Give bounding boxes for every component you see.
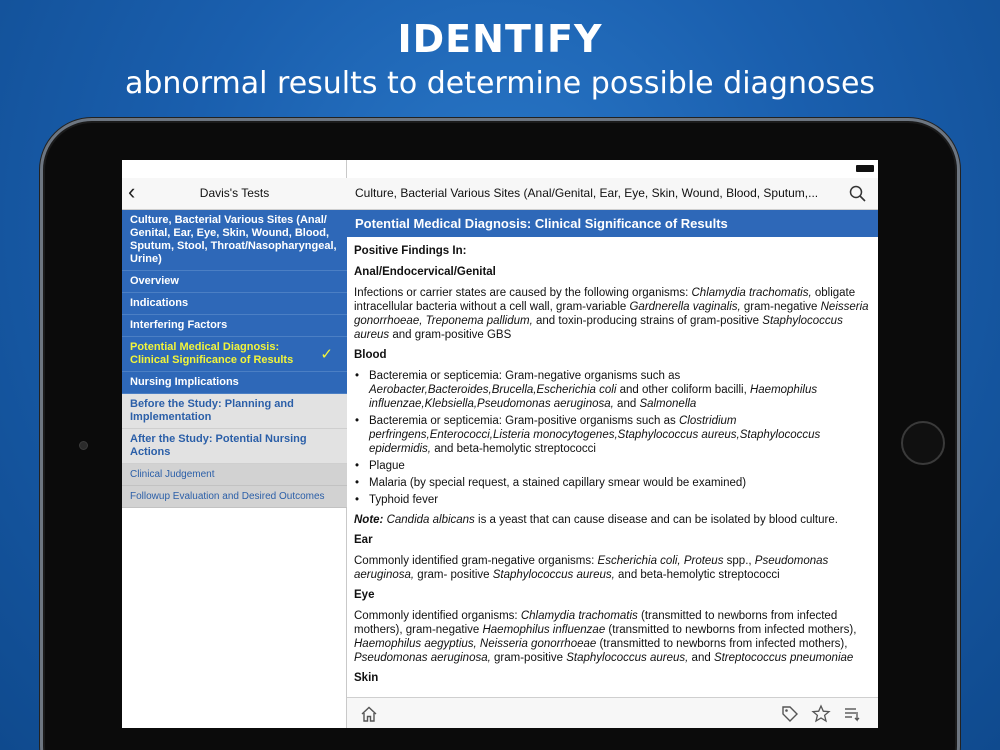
detail-title: Culture, Bacterial Various Sites (Anal/Genital, Ear, Eye, Skin, Wound, Blood, Sputum,... <box>355 186 819 200</box>
note-paragraph: Note: Candida albicans is a yeast that can cause disease and can be isolated by blood culture. <box>354 514 838 526</box>
front-camera <box>79 441 88 450</box>
headline-subtitle: abnormal results to determine possible diagnoses <box>124 66 876 101</box>
detail-nav-bar <box>347 178 878 210</box>
menu-item-indications[interactable]: Indications <box>122 293 347 315</box>
app-screen <box>122 160 878 728</box>
promo-headline <box>0 18 1000 104</box>
master-nav-bar <box>122 178 347 210</box>
list-item: • Malaria (by special request, a stained capillary smear would be examined) <box>354 476 870 490</box>
search-icon[interactable] <box>848 184 868 204</box>
menu-item-potential-medical-diagnosis[interactable] <box>122 337 347 372</box>
anal-paragraph: Infections or carrier states are caused by the following organisms: Chlamydia trachomatis, obligate intracellular bacteria without a cell wall, gram-variable Gardnerella vaginalis, gram-negative Neisseria gonorrhoeae, Treponema pallidum, and toxin-producing strains of gram-positive Staphylococcus aureus and gram-positive GBS <box>354 287 869 341</box>
eye-heading: Eye <box>354 589 375 601</box>
list-icon[interactable] <box>842 704 862 724</box>
blood-heading: Blood <box>354 349 387 361</box>
blood-list <box>354 369 870 507</box>
tag-icon[interactable] <box>780 704 800 724</box>
detail-content <box>347 237 878 697</box>
section-menu <box>122 210 347 508</box>
anal-heading: Anal/Endocervical/Genital <box>354 266 496 278</box>
bottom-toolbar <box>347 697 878 728</box>
menu-item-test-title[interactable]: Culture, Bacterial Various Sites (Anal/ Genital, Ear, Eye, Skin, Wound, Blood, Sputum, Stool, Throat/Nasopharyngeal, Urine) <box>122 210 347 271</box>
list-item: • Bacteremia or septicemia: Gram-positive organisms such as Clostridium perfringens,Enterococci,Listeria monocytogenes,Staphylococcus aureus,Staphylococcus epidermidis, and beta-hemolytic streptococci <box>354 414 870 456</box>
master-pane <box>122 160 347 728</box>
list-item: • Typhoid fever <box>354 493 870 507</box>
master-title: Davis's Tests <box>199 186 270 200</box>
headline-title: IDENTIFY <box>397 17 603 61</box>
menu-item-label: Potential Medical Diagnosis: Clinical Significance of Results <box>130 341 294 366</box>
section-title-bar: Potential Medical Diagnosis: Clinical Significance of Results <box>347 210 878 237</box>
menu-item-interfering-factors[interactable]: Interfering Factors <box>122 315 347 337</box>
detail-pane <box>347 160 878 728</box>
list-item: • Bacteremia or septicemia: Gram-negative organisms such as Aerobacter,Bacteroides,Brucella,Escherichia coli and other coliform bacilli, Haemophilus influenzae,Klebsiella,Pseudomonas aeruginosa, and Salmonella <box>354 369 870 411</box>
star-icon[interactable] <box>811 704 831 724</box>
ear-paragraph: Commonly identified gram-negative organisms: Escherichia coli, Proteus spp., Pseudomonas aeruginosa, gram- positive Staphylococcus aureus, and beta-hemolytic streptococci <box>354 555 829 581</box>
skin-heading-cutoff: Skin <box>354 672 379 684</box>
list-item: • Plague <box>354 459 870 473</box>
back-chevron-icon[interactable]: ‹ <box>128 179 136 204</box>
positive-findings-label: Positive Findings In: <box>354 245 467 257</box>
menu-item-followup-evaluation[interactable]: Followup Evaluation and Desired Outcomes <box>122 486 347 508</box>
home-button <box>901 421 945 465</box>
ear-heading: Ear <box>354 534 373 546</box>
menu-item-nursing-implications[interactable]: Nursing Implications <box>122 372 347 394</box>
eye-paragraph: Commonly identified organisms: Chlamydia trachomatis (transmitted to newborns from infected mothers), gram-negative Haemophilus influenzae (transmitted to newborns from infected mothers), Haemophilus aegyptius, Neisseria gonorrhoeae (transmitted to newborns from infected mothers), Pseudomonas aeruginosa, gram-positive Staphylococcus aureus, and Streptococcus pneumoniae <box>354 610 857 664</box>
checkmark-icon: ✓ <box>320 346 333 363</box>
menu-item-overview[interactable]: Overview <box>122 271 347 293</box>
menu-item-before-study[interactable]: Before the Study: Planning and Implementation <box>122 394 347 429</box>
menu-item-clinical-judgement[interactable]: Clinical Judgement <box>122 464 347 486</box>
menu-item-after-study[interactable]: After the Study: Potential Nursing Actions <box>122 429 347 464</box>
home-icon[interactable] <box>359 704 379 724</box>
